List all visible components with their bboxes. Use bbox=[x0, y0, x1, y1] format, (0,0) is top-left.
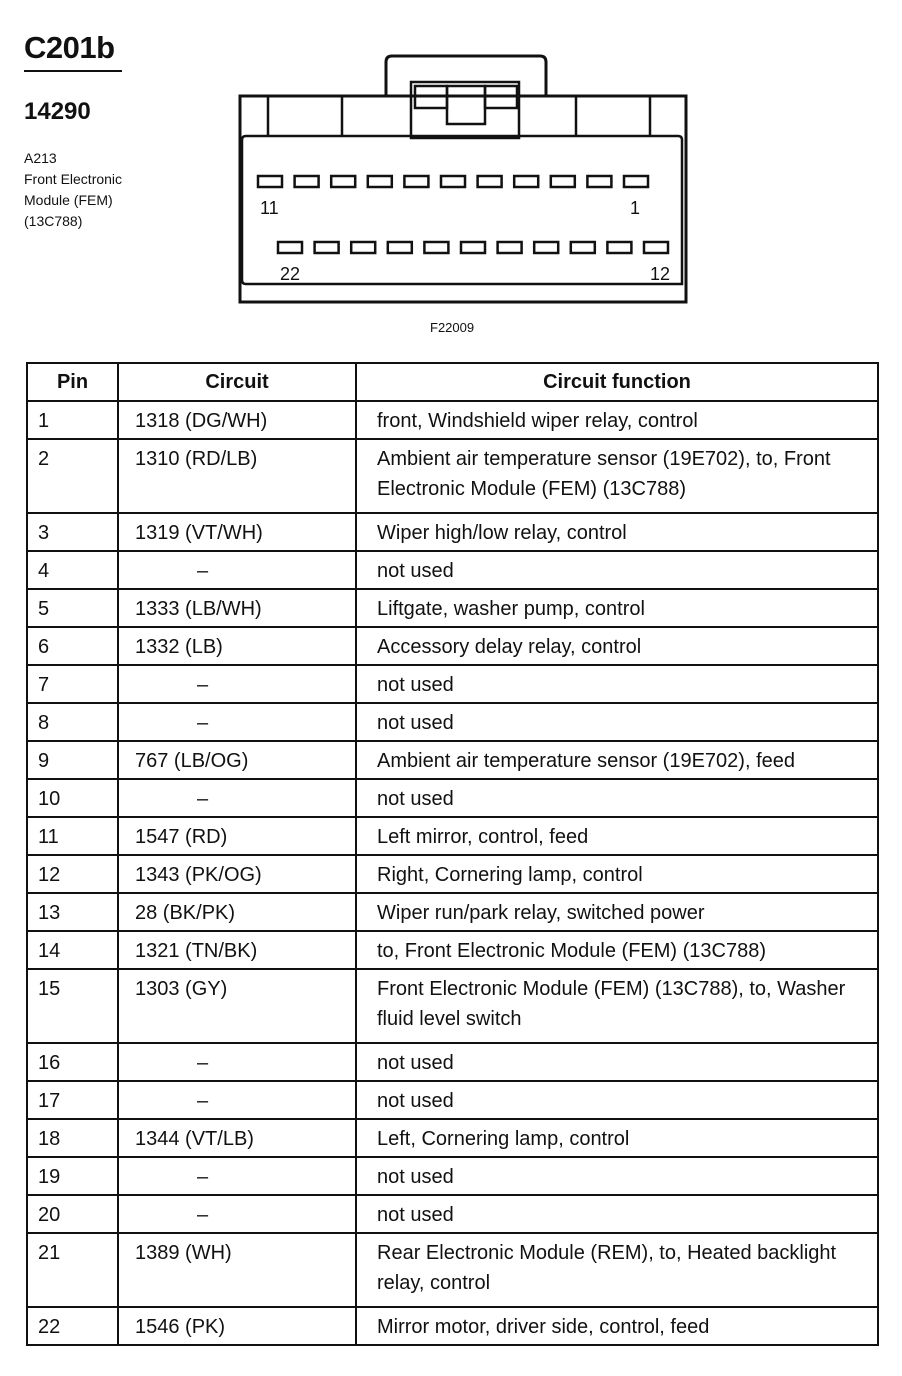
table-row bbox=[27, 703, 878, 741]
pin-slot-8 bbox=[368, 176, 392, 187]
function-cell: not used bbox=[356, 665, 878, 703]
circuit-cell: 1332 (LB) bbox=[118, 627, 356, 665]
latch-key bbox=[447, 86, 485, 124]
table-row bbox=[27, 817, 878, 855]
circuit-cell: 1319 (VT/WH) bbox=[118, 513, 356, 551]
pin-cell: 16 bbox=[27, 1043, 118, 1081]
pin-slot-2 bbox=[587, 176, 611, 187]
table-row bbox=[27, 1043, 878, 1081]
header-function: Circuit function bbox=[356, 363, 878, 401]
pinout-table bbox=[26, 362, 879, 1346]
table-row bbox=[27, 741, 878, 779]
pin-slot-14 bbox=[571, 242, 595, 253]
table-row bbox=[27, 1195, 878, 1233]
pin-cell: 17 bbox=[27, 1081, 118, 1119]
pin-cell: 4 bbox=[27, 551, 118, 589]
pin-cell: 9 bbox=[27, 741, 118, 779]
function-cell: Front Electronic Module (FEM) (13C788), to, Washer fluid level switch bbox=[356, 969, 878, 1043]
function-cell: Ambient air temperature sensor (19E702), feed bbox=[356, 741, 878, 779]
function-cell: not used bbox=[356, 551, 878, 589]
function-cell: front, Windshield wiper relay, control bbox=[356, 401, 878, 439]
pin-slot-19 bbox=[388, 242, 412, 253]
pin-cell: 6 bbox=[27, 627, 118, 665]
circuit-cell: 1546 (PK) bbox=[118, 1307, 356, 1345]
pin-cell: 7 bbox=[27, 665, 118, 703]
pin-cell: 19 bbox=[27, 1157, 118, 1195]
function-cell: Left mirror, control, feed bbox=[356, 817, 878, 855]
function-cell: not used bbox=[356, 1043, 878, 1081]
connector-id: C201b bbox=[24, 30, 115, 65]
pin-slot-12 bbox=[644, 242, 668, 253]
function-cell: Liftgate, washer pump, control bbox=[356, 589, 878, 627]
header-circuit: Circuit bbox=[118, 363, 356, 401]
table-row bbox=[27, 1119, 878, 1157]
pin-slot-17 bbox=[461, 242, 485, 253]
table-row bbox=[27, 1307, 878, 1345]
pin-slot-3 bbox=[551, 176, 575, 187]
circuit-cell: 1343 (PK/OG) bbox=[118, 855, 356, 893]
table-row bbox=[27, 401, 878, 439]
pin-cell: 10 bbox=[27, 779, 118, 817]
circuit-cell: – bbox=[118, 551, 356, 589]
function-cell: Mirror motor, driver side, control, feed bbox=[356, 1307, 878, 1345]
table-row bbox=[27, 779, 878, 817]
latch-window bbox=[411, 82, 519, 138]
module-line: Front Electronic bbox=[24, 171, 123, 187]
module-line: Module (FEM) bbox=[24, 192, 113, 208]
circuit-cell: 1547 (RD) bbox=[118, 817, 356, 855]
circuit-cell: 1303 (GY) bbox=[118, 969, 356, 1043]
table-row bbox=[27, 1081, 878, 1119]
function-cell: not used bbox=[356, 779, 878, 817]
function-cell: to, Front Electronic Module (FEM) (13C788) bbox=[356, 931, 878, 969]
circuit-cell: 28 (BK/PK) bbox=[118, 893, 356, 931]
function-cell: Right, Cornering lamp, control bbox=[356, 855, 878, 893]
pin-slot-1 bbox=[624, 176, 648, 187]
table-row bbox=[27, 855, 878, 893]
pin-slot-5 bbox=[478, 176, 502, 187]
table-row bbox=[27, 969, 878, 1043]
pin-cell: 5 bbox=[27, 589, 118, 627]
function-cell: Accessory delay relay, control bbox=[356, 627, 878, 665]
pin-label-1: 1 bbox=[630, 198, 641, 218]
module-line: (13C788) bbox=[24, 213, 83, 229]
pin-slot-18 bbox=[424, 242, 448, 253]
table-header-row bbox=[27, 363, 878, 401]
table-row bbox=[27, 665, 878, 703]
pin-cell: 18 bbox=[27, 1119, 118, 1157]
pin-cell: 14 bbox=[27, 931, 118, 969]
pin-cell: 22 bbox=[27, 1307, 118, 1345]
circuit-cell: 1333 (LB/WH) bbox=[118, 589, 356, 627]
module-info bbox=[24, 148, 122, 232]
header-pin: Pin bbox=[27, 363, 118, 401]
pin-cell: 2 bbox=[27, 439, 118, 513]
function-cell: not used bbox=[356, 703, 878, 741]
pin-slot-4 bbox=[514, 176, 538, 187]
part-number: 14290 bbox=[24, 98, 91, 125]
pin-slot-22 bbox=[278, 242, 302, 253]
circuit-cell: – bbox=[118, 665, 356, 703]
pin-slot-20 bbox=[351, 242, 375, 253]
pin-cell: 21 bbox=[27, 1233, 118, 1307]
connector-face bbox=[242, 136, 682, 284]
circuit-cell: 1344 (VT/LB) bbox=[118, 1119, 356, 1157]
connector-body bbox=[240, 96, 686, 302]
function-cell: not used bbox=[356, 1157, 878, 1195]
table-row bbox=[27, 893, 878, 931]
circuit-cell: – bbox=[118, 779, 356, 817]
function-cell: Left, Cornering lamp, control bbox=[356, 1119, 878, 1157]
pin-slot-11 bbox=[258, 176, 282, 187]
circuit-cell: 1318 (DG/WH) bbox=[118, 401, 356, 439]
module-line: A213 bbox=[24, 150, 57, 166]
pin-label-22: 22 bbox=[280, 264, 301, 284]
pin-cell: 8 bbox=[27, 703, 118, 741]
table-row bbox=[27, 439, 878, 513]
circuit-cell: 1389 (WH) bbox=[118, 1233, 356, 1307]
circuit-cell: – bbox=[118, 1081, 356, 1119]
circuit-cell: – bbox=[118, 1195, 356, 1233]
pin-cell: 1 bbox=[27, 401, 118, 439]
function-cell: Ambient air temperature sensor (19E702), to, Front Electronic Module (FEM) (13C788) bbox=[356, 439, 878, 513]
pin-slot-15 bbox=[534, 242, 558, 253]
pin-slot-7 bbox=[404, 176, 428, 187]
circuit-cell: – bbox=[118, 1043, 356, 1081]
figure-code: F22009 bbox=[430, 320, 475, 335]
pin-slot-13 bbox=[607, 242, 631, 253]
function-cell: Wiper high/low relay, control bbox=[356, 513, 878, 551]
pin-label-12: 12 bbox=[650, 264, 671, 284]
connector-face-diagram bbox=[230, 52, 700, 314]
table-row bbox=[27, 551, 878, 589]
circuit-cell: 767 (LB/OG) bbox=[118, 741, 356, 779]
pin-cell: 11 bbox=[27, 817, 118, 855]
pin-cell: 3 bbox=[27, 513, 118, 551]
pin-cell: 20 bbox=[27, 1195, 118, 1233]
function-cell: Rear Electronic Module (REM), to, Heated backlight relay, control bbox=[356, 1233, 878, 1307]
pin-cell: 12 bbox=[27, 855, 118, 893]
table-row bbox=[27, 1157, 878, 1195]
table-row bbox=[27, 513, 878, 551]
circuit-cell: – bbox=[118, 703, 356, 741]
function-cell: not used bbox=[356, 1081, 878, 1119]
pin-slot-16 bbox=[498, 242, 522, 253]
pin-cell: 13 bbox=[27, 893, 118, 931]
circuit-cell: 1321 (TN/BK) bbox=[118, 931, 356, 969]
table-row bbox=[27, 1233, 878, 1307]
pin-cell: 15 bbox=[27, 969, 118, 1043]
pin-label-11: 11 bbox=[260, 198, 279, 218]
function-cell: Wiper run/park relay, switched power bbox=[356, 893, 878, 931]
pin-slot-6 bbox=[441, 176, 465, 187]
table-row bbox=[27, 931, 878, 969]
function-cell: not used bbox=[356, 1195, 878, 1233]
circuit-cell: 1310 (RD/LB) bbox=[118, 439, 356, 513]
pin-slot-21 bbox=[315, 242, 339, 253]
pin-slot-10 bbox=[295, 176, 319, 187]
pin-slot-9 bbox=[331, 176, 355, 187]
table-row bbox=[27, 589, 878, 627]
circuit-cell: – bbox=[118, 1157, 356, 1195]
connector-id-underline bbox=[24, 70, 122, 72]
table-row bbox=[27, 627, 878, 665]
